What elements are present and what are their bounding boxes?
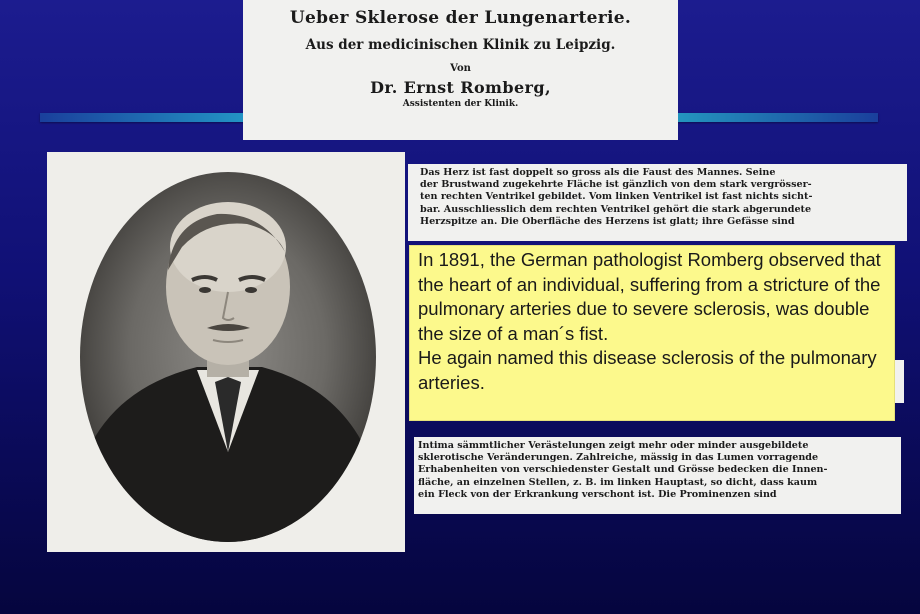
excerpt-line: Erhabenheiten von verschiedenster Gestalt und Grösse bedecken die Innen- [418, 464, 828, 476]
excerpt-line: Intima sämmtlicher Verästelungen zeigt mehr oder minder ausgebildete [418, 440, 809, 451]
note-paragraph: In 1891, the German pathologist Romberg observed that the heart of an individual, suffering from a stricture of the pulmonary arteries due to severe sclerosis, was double the size of a man´s fist. [418, 249, 881, 344]
english-summary-note [409, 245, 895, 421]
excerpt-line: ein Fleck von der Erkrankung verschont ist. Die Prominenzen sind [418, 488, 777, 500]
article-author-role: Assistenten der Klinik. [402, 99, 519, 109]
note-paragraph: He again named this disease sclerosis of the pulmonary arteries. [418, 347, 877, 393]
portrait-photo [47, 152, 405, 552]
article-title: Ueber Sklerose der Lungenarterie. [289, 8, 632, 28]
excerpt-line: Das Herz ist fast doppelt so gross als die Faust des Mannes. Seine [420, 167, 776, 178]
german-excerpt-intima-description [414, 437, 901, 514]
article-institution: Aus der medicinischen Klinik zu Leipzig. [305, 37, 616, 53]
article-author: Dr. Ernst Romberg, [370, 78, 551, 97]
article-title-clipping [243, 0, 678, 140]
german-excerpt-heart-description [408, 164, 907, 241]
excerpt-line: fläche, an einzelnen Stellen, z. B. im linken Hauptast, so dicht, dass kaum [418, 476, 818, 488]
clipping-edge [895, 360, 904, 403]
excerpt-line: der Brustwand zugekehrte Fläche ist gänzlich von dem stark vergrösser- [420, 179, 812, 191]
excerpt-line: Herzspitze an. Die Oberfläche des Herzens ist glatt; ihre Gefässe sind [420, 215, 795, 227]
excerpt-line: ten rechten Ventrikel gebildet. Vom linken Ventrikel ist fast nichts sicht- [420, 191, 813, 203]
excerpt-line: bar. Ausschliesslich dem rechten Ventrikel gehört die stark abgerundete [420, 203, 812, 215]
excerpt-line: sklerotische Veränderungen. Zahlreiche, mässig in das Lumen vorragende [418, 452, 819, 464]
article-by-label: Von [450, 63, 471, 74]
